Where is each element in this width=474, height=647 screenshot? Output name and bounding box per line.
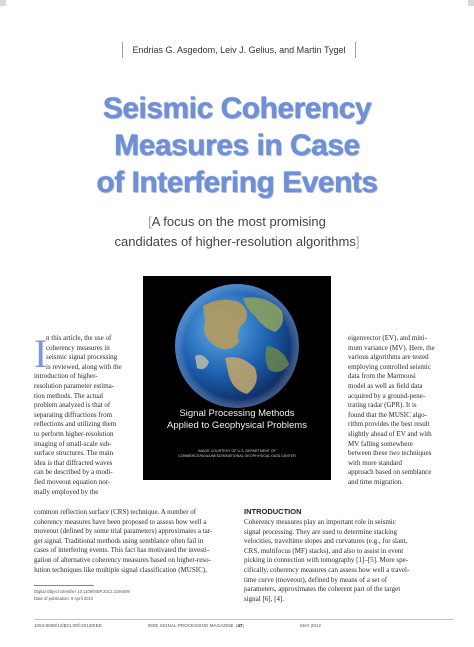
text-line: idea is that diffracted waves xyxy=(34,458,113,467)
text-line: imaging of small-scale sub- xyxy=(34,439,112,448)
text-line: acquired by a ground-pene- xyxy=(348,391,426,400)
text-line: separating diffractions from xyxy=(34,410,113,419)
text-line: common reflection surface (CRS) technique. A number of xyxy=(34,508,197,516)
body-left-column xyxy=(34,508,234,575)
text-line: model as well as field data xyxy=(348,381,423,390)
text-line: reflections and utilizing them xyxy=(34,420,117,429)
page-number: 47 xyxy=(237,623,243,628)
text-line: problem analyzed is that of xyxy=(34,401,111,410)
text-line: eigenvector (EV), and mini- xyxy=(348,334,427,342)
footer-magazine: IEEE SIGNAL PROCESSING MAGAZINE |47| xyxy=(148,623,244,628)
subtitle-line xyxy=(112,232,362,252)
text-line: get signal. Traditional methods using semblance often fail in xyxy=(34,536,204,545)
text-line: CRS, multifocus (MF) stacks), and also to assist in event xyxy=(244,546,404,555)
footnotes xyxy=(34,588,130,602)
footnote-line: Date of publication: 9 April 2012 xyxy=(34,596,94,601)
text-line: lution techniques like multiple signal classification (MUSIC), xyxy=(34,565,207,574)
text-line: and time migration. xyxy=(348,477,404,486)
text-line: mum variance (MV). Here, the xyxy=(348,343,435,352)
corner-mark xyxy=(0,0,6,6)
footnote-line: Digital Object Identifier 10.1109/MSP.2012.2190409 xyxy=(34,589,130,594)
text-line: rithm provides the best result xyxy=(348,420,430,429)
text-line: can be described by a modi- xyxy=(34,468,113,477)
text-line: Coherency measures play an important role in seismic xyxy=(244,518,396,526)
subtitle-text: candidates of higher-resolution algorithms xyxy=(114,234,356,249)
subtitle-text: A focus on the most promising xyxy=(151,214,326,229)
text-line: cases of interfering events. This fact has motivated the investi- xyxy=(34,546,210,555)
title-line: of Interfering Events xyxy=(96,166,378,199)
authors-bar xyxy=(122,42,356,58)
magazine-name: IEEE SIGNAL PROCESSING MAGAZINE xyxy=(148,623,234,628)
text-line: gation of alternative coherency measures based on higher-reso- xyxy=(34,555,211,564)
text-line: fied moveout equation nor- xyxy=(34,477,111,486)
text-line: picking in connection with tomography [1]–[5]. More spe- xyxy=(244,556,409,565)
caption-line: Signal Processing Methods xyxy=(179,408,295,419)
title-line: Seismic Coherency xyxy=(102,92,372,125)
text-line: found that the MUSIC algo- xyxy=(348,410,427,419)
figure-caption xyxy=(143,408,331,432)
bracket-open-icon: [ xyxy=(148,214,152,229)
text-line: data from the Marmousi xyxy=(348,372,416,381)
text-line: coherency measures in xyxy=(46,343,110,352)
text-line: signal [6], [4]. xyxy=(244,594,285,603)
text-line: employing controlled seismic xyxy=(348,362,431,371)
text-line: signal processing. They are used to determine stacking xyxy=(244,527,398,536)
text-line: mally employed by the xyxy=(34,487,99,496)
bracket-close-icon: ] xyxy=(355,234,360,249)
section-heading: INTRODUCTION xyxy=(244,507,302,516)
text-line: moveout (defined by some trial parameters) approximates a tar- xyxy=(34,527,213,536)
footer-date: MAY 2012 xyxy=(300,623,322,628)
caption-line: Applied to Geophysical Problems xyxy=(167,420,307,431)
text-line: various algorithms are tested xyxy=(348,353,429,362)
footer-divider xyxy=(34,619,454,620)
title-line: Measures in Case xyxy=(114,129,360,162)
cover-figure xyxy=(143,276,331,480)
article-title xyxy=(60,90,414,201)
authors: Endrias G. Asgedom, Leiv J. Gelius, and Martin Tygel xyxy=(132,45,346,55)
text-line: to perform higher-resolution xyxy=(34,429,114,438)
drop-cap: I xyxy=(34,331,48,376)
introduction-column xyxy=(244,518,454,604)
text-line: seismic signal processing xyxy=(46,353,118,362)
text-line: coherency measures have been proposed to assess how well a xyxy=(34,517,207,526)
article-subtitle xyxy=(112,212,362,252)
text-line: approach based on semblance xyxy=(348,468,432,477)
abstract-right-column xyxy=(348,334,454,488)
subtitle-line xyxy=(112,212,362,232)
text-line: resolution parameter estima- xyxy=(34,381,115,390)
figure-credit xyxy=(147,449,327,459)
text-line: is reviewed, along with the xyxy=(46,362,122,371)
text-line: n this article, the use of xyxy=(46,334,112,342)
text-line: MV falling somewhere xyxy=(348,439,413,448)
text-line: trating radar (GPR). It is xyxy=(348,401,417,410)
text-line: time curve (moveout), defined by means of a set of xyxy=(244,575,388,584)
text-line: with more standard xyxy=(348,458,403,467)
text-line: velocities, traveltime slopes and curvatures (e.g., for slant, xyxy=(244,537,408,546)
credit-line: IMAGE COURTESY OF U.S. DEPARTMENT OF xyxy=(198,449,276,453)
text-line: introduction of higher- xyxy=(34,372,98,381)
abstract-left-column xyxy=(34,331,142,497)
credit-line: COMMERCE/NOAA/NESDIS/NATIONAL GEOPHYSICAL DATA CENTER xyxy=(178,454,296,458)
text-line: cifically, coherency measures can assess how well a travel- xyxy=(244,565,410,574)
corner-mark xyxy=(468,0,474,6)
text-line: tion methods. The actual xyxy=(34,391,104,400)
footnote-divider xyxy=(34,585,94,586)
footer-copyright: 1053-5888/12/$31.00©2012IEEE xyxy=(34,623,102,628)
text-line: parameters, approximates the coherent part of the target xyxy=(244,585,401,594)
text-line: between these two techniques xyxy=(348,449,432,458)
text-line: slightly ahead of EV and with xyxy=(348,429,432,438)
text-line: surface structures. The main xyxy=(34,449,114,458)
